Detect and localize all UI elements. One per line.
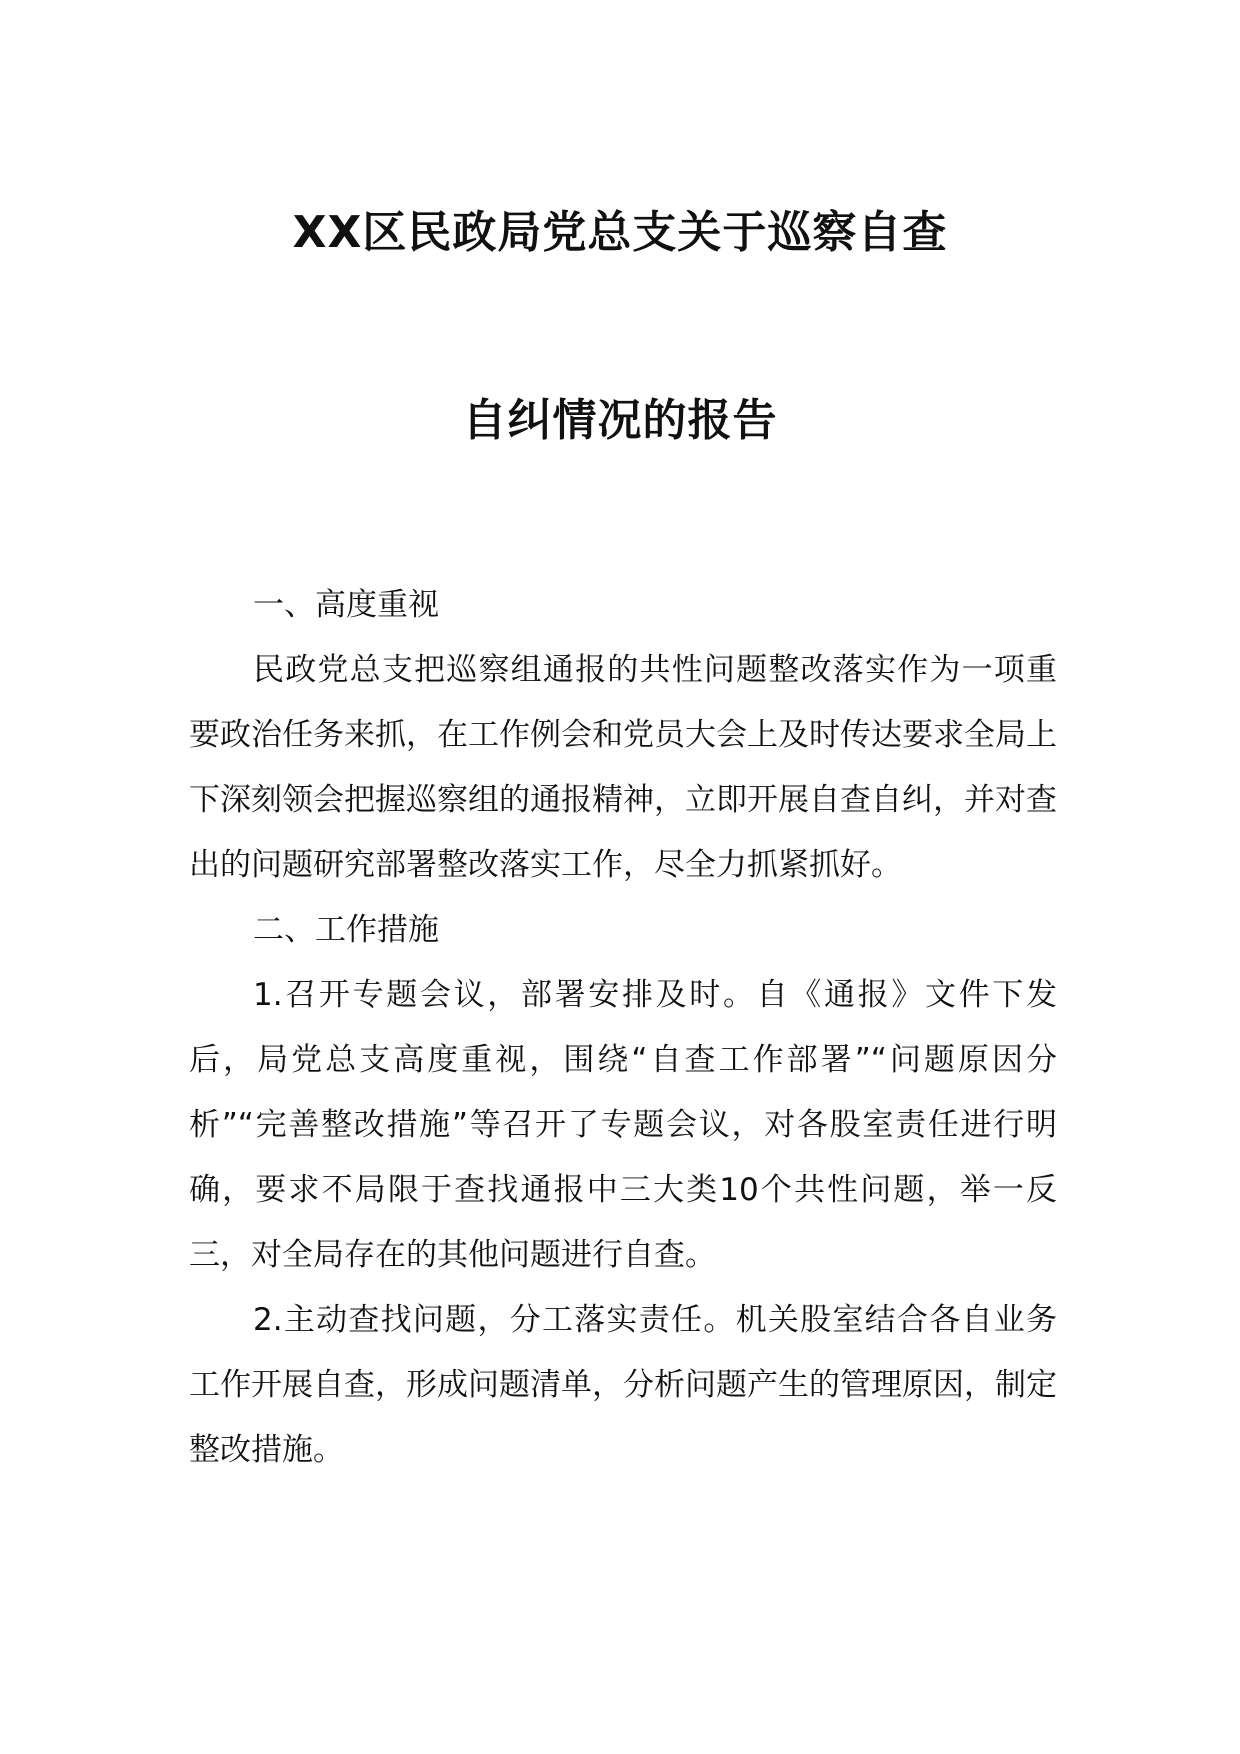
section-2-paragraph-2: 2.主动查找问题，分工落实责任。机关股室结合各自业务工作开展自查，形成问题清单，分析问题产生的管理原因，制定整改措施。 <box>189 1302 1057 1468</box>
section-1-paragraph-1: 民政党总支把巡察组通报的共性问题整改落实作为一项重要政治任务来抓，在工作例会和党员大会上及时传达要求全局上下深刻领会把握巡察组的通报精神，立即开展自查自纠，并对查出的问题研究部署整改落实工作，尽全力抓紧抓好。 <box>189 652 1057 883</box>
section-2-paragraph-1: 1.召开专题会议，部署安排及时。自《通报》文件下发后，局党总支高度重视，围绕“自查工作部署”“问题原因分析”“完善整改措施”等召开了专题会议，对各股室责任进行明确，要求不局限于查找通报中三大类10个共性问题，举一反三，对全局存在的其他问题进行自查。 <box>189 977 1057 1273</box>
document-title-line-1: XX区民政局党总支关于巡察自查 <box>292 207 948 258</box>
document-title-line-2: 自纠情况的报告 <box>462 395 778 446</box>
section-heading-2: 二、工作措施 <box>253 912 439 948</box>
section-heading-1: 一、高度重视 <box>253 587 439 623</box>
document-body <box>189 573 1057 1483</box>
